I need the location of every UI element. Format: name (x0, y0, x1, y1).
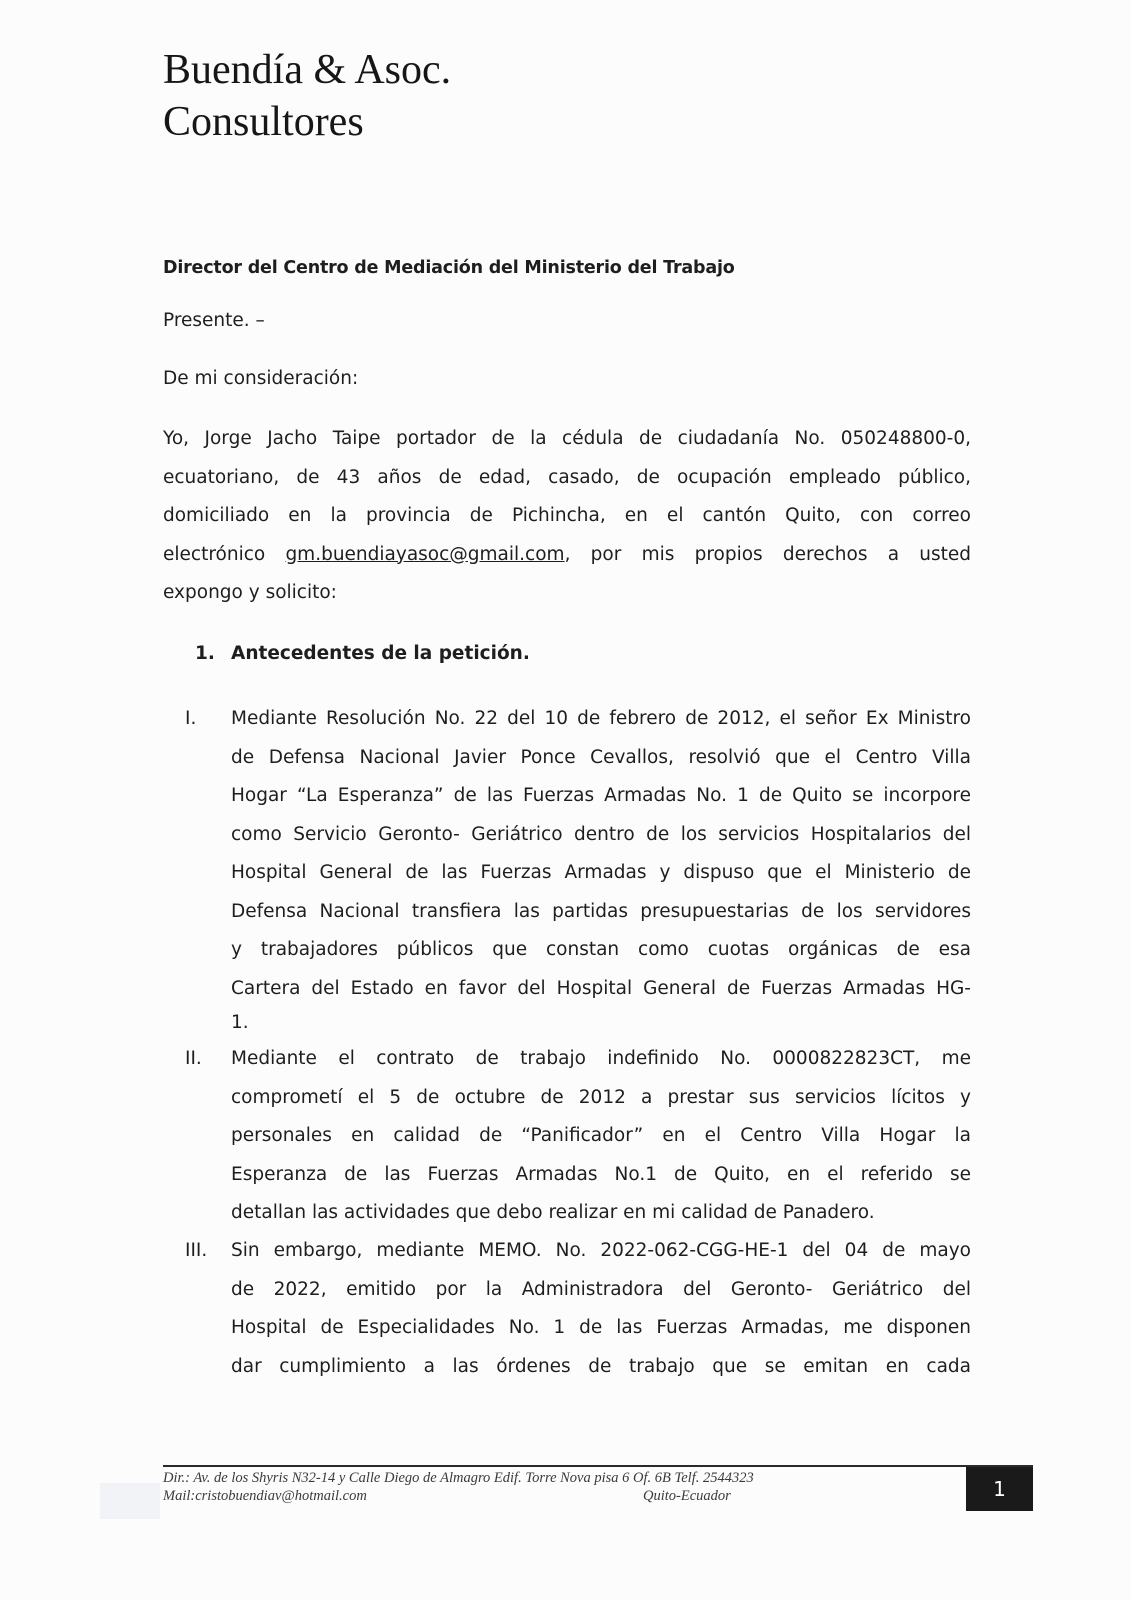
firm-letterhead (163, 44, 451, 148)
presente-line: Presente. – (163, 310, 265, 331)
item-line: Defensa Nacional transfiera las partidas presupuestarias de los servidores (231, 900, 971, 922)
footer-address-line: Dir.: Av. de los Shyris N32-14 y Calle Diego de Almagro Edif. Torre Nova pisa 6 Of. 6B Telf. 2544323 (163, 1470, 754, 1486)
item-line: detallan las actividades que debo realizar en mi calidad de Panadero. (231, 1202, 875, 1223)
intro-line-1: Yo, Jorge Jacho Taipe portador de la cédula de ciudadanía No. 050248800-0, (163, 428, 971, 449)
section-number: 1. (195, 643, 215, 664)
intro-paragraph (163, 420, 971, 613)
section-title: Antecedentes de la petición. (231, 643, 530, 664)
item-line: de 2022, emitido por la Administradora del Geronto- Geriátrico del (231, 1278, 971, 1300)
intro-electronico: electrónico (163, 543, 266, 565)
item-line: de Defensa Nacional Javier Ponce Cevallos, resolvió que el Centro Villa (231, 746, 971, 768)
item-line: Hospital de Especialidades No. 1 de las Fuerzas Armadas, me disponen (231, 1317, 971, 1338)
email-link[interactable]: gm.buendiayasoc@gmail.com (285, 543, 565, 565)
footer-city: Quito-Ecuador (643, 1488, 731, 1504)
footer-decoration (100, 1483, 160, 1519)
footer-mail: Mail:cristobuendiav@hotmail.com (163, 1488, 367, 1504)
item-text (231, 700, 971, 1038)
item-line: Hogar “La Esperanza” de las Fuerzas Armadas No. 1 de Quito se incorpore (231, 785, 971, 806)
item-line: Mediante el contrato de trabajo indefinido No. 0000822823CT, me (231, 1048, 971, 1069)
item-line: Hospital General de las Fuerzas Armadas y dispuso que el Ministerio de (231, 862, 971, 883)
item-line: Mediante Resolución No. 22 del 10 de febrero de 2012, el señor Ex Ministro (231, 708, 971, 729)
item-line: Cartera del Estado en favor del Hospital General de Fuerzas Armadas HG- (231, 977, 971, 999)
intro-line-2: ecuatoriano, de 43 años de edad, casado, de ocupación empleado público, (163, 466, 971, 488)
intro-line-3: domiciliado en la provincia de Pichincha, en el cantón Quito, con correo (163, 505, 971, 526)
item-line: comprometí el 5 de octubre de 2012 a prestar sus servicios lícitos y (231, 1086, 971, 1108)
item-text (231, 1232, 971, 1386)
item-line: personales en calidad de “Panificador” en el Centro Villa Hogar la (231, 1125, 971, 1146)
item-line: 1. (231, 1012, 249, 1033)
item-numeral: II. (185, 1048, 202, 1069)
footer-contact-line (163, 1487, 963, 1505)
item-line: como Servicio Geronto- Geriátrico dentro de los servicios Hospitalarios del (231, 823, 971, 845)
footer-divider (163, 1465, 1033, 1467)
firm-name: Buendía & Asoc. (163, 47, 452, 93)
intro-line-4-rest: , por mis propios derechos a usted (564, 543, 971, 565)
item-numeral: III. (185, 1240, 208, 1261)
item-numeral: I. (185, 708, 197, 729)
item-line: dar cumplimiento a las órdenes de trabajo que se emitan en cada (231, 1355, 971, 1377)
item-line: Esperanza de las Fuerzas Armadas No.1 de Quito, en el referido se (231, 1163, 971, 1185)
firm-subtitle: Consultores (163, 99, 364, 145)
item-text (231, 1040, 971, 1233)
item-line: Sin embargo, mediante MEMO. No. 2022-062-CGG-HE-1 del 04 de mayo (231, 1240, 971, 1261)
page-number: 1 (966, 1467, 1033, 1511)
section-heading (195, 643, 530, 664)
consideracion-line: De mi consideración: (163, 368, 359, 389)
intro-line-5: expongo y solicito: (163, 582, 337, 603)
addressee: Director del Centro de Mediación del Ministerio del Trabajo (163, 258, 735, 278)
intro-line-4 (163, 536, 971, 575)
item-line: y trabajadores públicos que constan como cuotas orgánicas de esa (231, 939, 971, 960)
footer-address (163, 1469, 963, 1505)
